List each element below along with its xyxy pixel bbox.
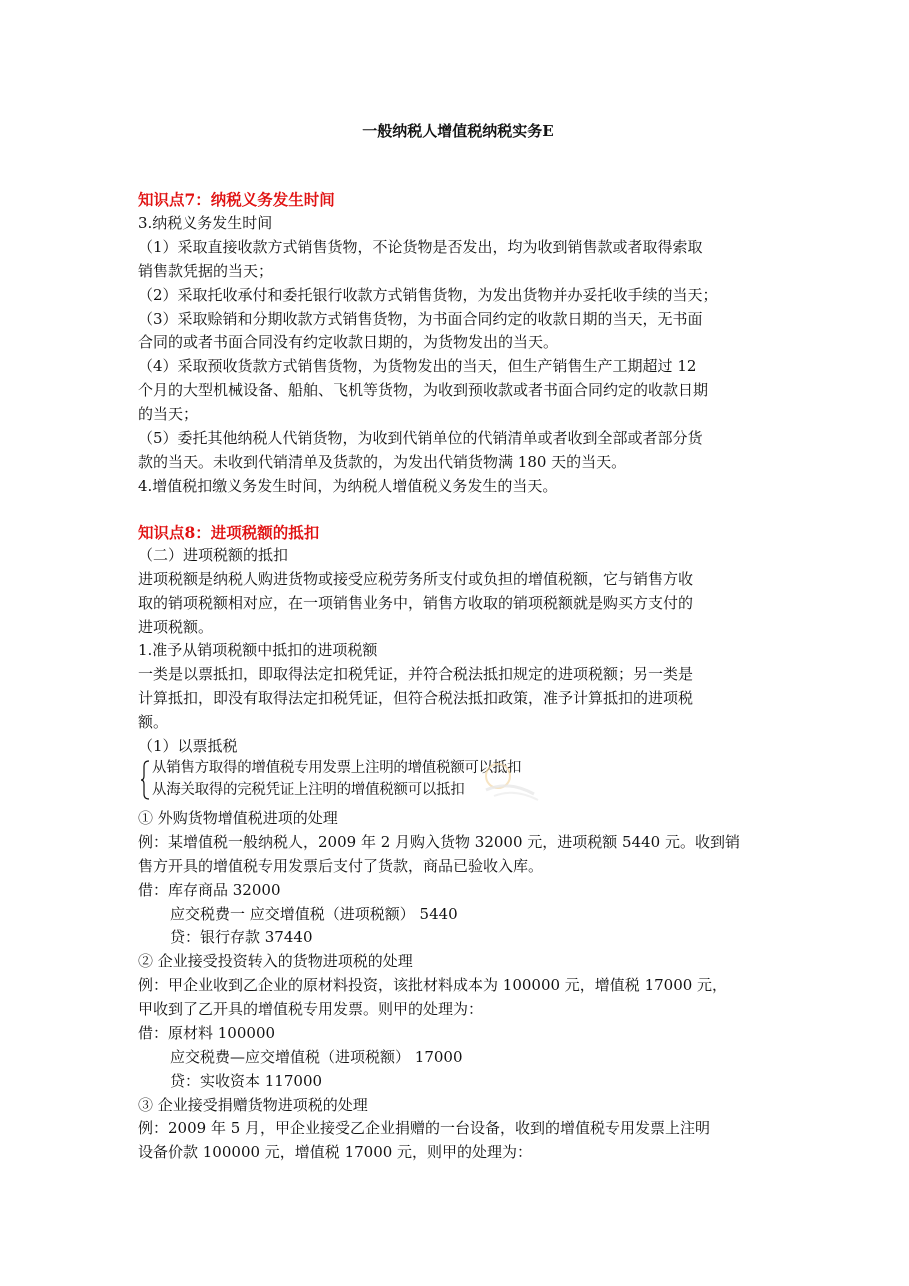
paragraph-line: 销售款凭据的当天；	[138, 262, 274, 280]
document-title: 一般纳税人增值税纳税实务E	[362, 122, 554, 140]
example-heading-1: ① 外购货物增值税进项的处理	[138, 809, 338, 827]
paragraph-line: （1）采取直接收款方式销售货物，不论货物是否发出，均为收到销售款或者取得索取	[138, 238, 703, 256]
paragraph-line: 1.准予从销项税额中抵扣的进项税额	[138, 641, 378, 659]
paragraph-line: （二）进项税额的抵扣	[138, 546, 289, 564]
journal-entry-line: 贷：实收资本 117000	[170, 1072, 323, 1090]
paragraph-line: 合同的或者书面合同没有约定收款日期的，为货物发出的当天。	[138, 333, 559, 351]
example-heading-2: ② 企业接受投资转入的货物进项税的处理	[138, 952, 413, 970]
paragraph-line: 例：2009 年 5 月，甲企业接受乙企业捐赠的一台设备，收到的增值税专用发票上注明	[138, 1119, 711, 1137]
left-brace-icon	[140, 760, 150, 800]
paragraph-line: 取的销项税额相对应，在一项销售业务中，销售方收取的销项税额就是购买方支付的	[138, 594, 694, 612]
paragraph-line: （1）以票抵税	[138, 737, 238, 755]
journal-entry-line: 应交税费—应交增值税（进项税额） 17000	[170, 1048, 463, 1066]
paragraph-line: 的当天；	[138, 405, 199, 423]
section-heading-8: 知识点8：进项税额的抵扣	[138, 523, 320, 542]
example-heading-3: ③ 企业接受捐赠货物进项税的处理	[138, 1096, 368, 1114]
paragraph-line: 例：某增值税一般纳税人，2009 年 2 月购入货物 32000 元，进项税额 5440 元。收到销	[138, 833, 740, 851]
paragraph-line: 3.纳税义务发生时间	[138, 214, 273, 232]
paragraph-line: 例：甲企业收到乙企业的原材料投资，该批材料成本为 100000 元，增值税 17000 元，	[138, 976, 728, 994]
paragraph-line: 甲收到了乙开具的增值税专用发票。则甲的处理为：	[138, 1000, 484, 1018]
paragraph-line: 个月的大型机械设备、船舶、飞机等货物，为收到预收款或者书面合同约定的收款日期	[138, 381, 709, 399]
paragraph-line: （2）采取托收承付和委托银行收款方式销售货物，为发出货物并办妥托收手续的当天；	[138, 286, 718, 304]
paragraph-line: 额。	[138, 713, 169, 731]
section-heading-7: 知识点7：纳税义务发生时间	[138, 190, 335, 209]
journal-entry-line: 借：原材料 100000	[138, 1024, 276, 1042]
paragraph-line: （4）采取预收货款方式销售货物，为货物发出的当天，但生产销售生产工期超过 12	[138, 357, 697, 375]
journal-entry-line: 应交税费一 应交增值税（进项税额） 5440	[170, 905, 458, 923]
paragraph-line: 计算抵扣，即没有取得法定扣税凭证，但符合税法抵扣政策，准予计算抵扣的进项税	[138, 689, 694, 707]
paragraph-line: 售方开具的增值税专用发票后支付了货款，商品已验收入库。	[138, 857, 544, 875]
paragraph-line: （3）采取赊销和分期收款方式销售货物，为书面合同约定的收款日期的当天，无书面	[138, 310, 703, 328]
paragraph-line: 款的当天。未收到代销清单及货款的，为发出代销货物满 180 天的当天。	[138, 453, 627, 471]
paragraph-line: 一类是以票抵扣，即取得法定扣税凭证，并符合税法抵扣规定的进项税额；另一类是	[138, 665, 694, 683]
brace-line-invoice: 从销售方取得的增值税专用发票上注明的增值税额可以抵扣	[152, 760, 522, 776]
paragraph-line: 进项税额是纳税人购进货物或接受应税劳务所支付或负担的增值税额，它与销售方收	[138, 570, 694, 588]
journal-entry-line: 借：库存商品 32000	[138, 881, 281, 899]
brace-line-customs: 从海关取得的完税凭证上注明的增值税额可以抵扣	[152, 782, 465, 798]
paragraph-line: 4.增值税扣缴义务发生时间，为纳税人增值税义务发生的当天。	[138, 477, 558, 495]
paragraph-line: 设备价款 100000 元，增值税 17000 元，则甲的处理为：	[138, 1143, 533, 1161]
journal-entry-line: 贷：银行存款 37440	[170, 928, 313, 946]
paragraph-line: （5）委托其他纳税人代销货物，为收到代销单位的代销清单或者收到全部或者部分货	[138, 429, 703, 447]
deduction-brace-group	[140, 758, 560, 802]
paragraph-line: 进项税额。	[138, 618, 214, 636]
